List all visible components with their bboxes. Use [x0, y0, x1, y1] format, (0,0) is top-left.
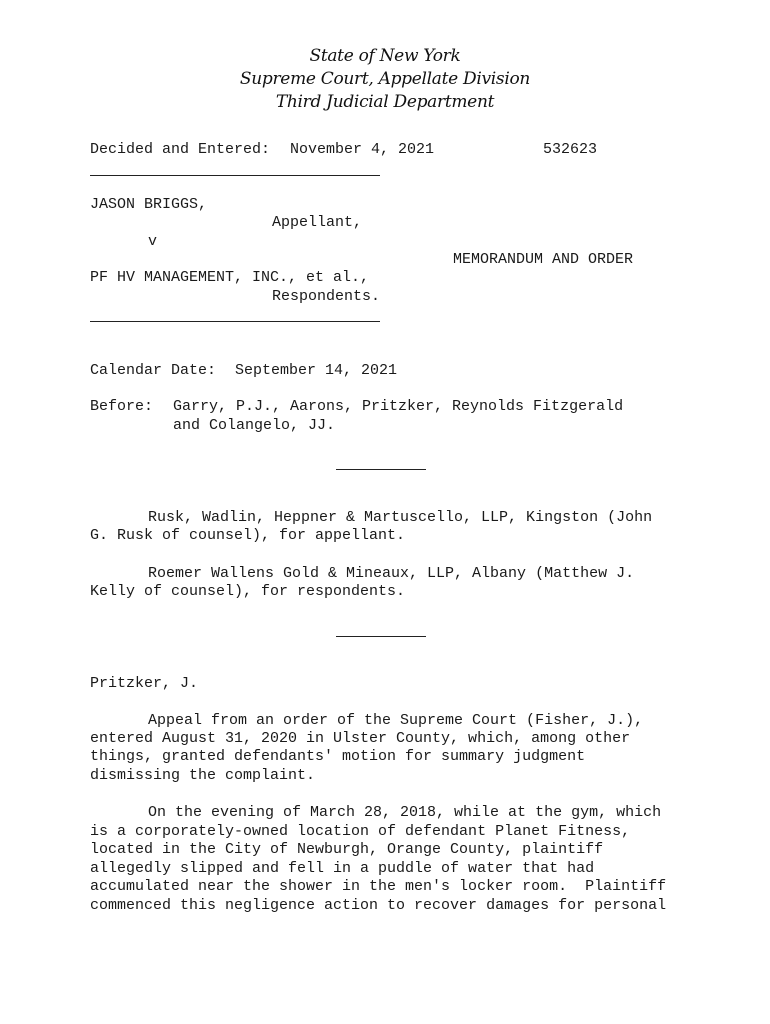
body-paragraph-1-line: Appeal from an order of the Supreme Court (Fisher, J.),	[148, 712, 644, 729]
body-paragraph-2-line: commenced this negligence action to recover damages for personal	[90, 897, 667, 914]
body-paragraph-1-line: dismissing the complaint.	[90, 767, 316, 784]
appellant-counsel-line1: Rusk, Wadlin, Heppner & Martuscello, LLP, Kingston (John	[148, 509, 653, 526]
caption-top-rule	[90, 175, 380, 176]
before-judges-line2: and Colangelo, JJ.	[173, 417, 336, 434]
plaintiff-role: Appellant,	[272, 214, 363, 231]
body-paragraph-2-line: is a corporately-owned location of defendant Planet Fitness,	[90, 823, 631, 840]
decided-label: Decided and Entered:	[90, 141, 271, 158]
section-divider-2	[336, 636, 426, 637]
body-paragraph-2-line: accumulated near the shower in the men's locker room. Plaintiff	[90, 878, 667, 895]
body-paragraph-1-line: entered August 31, 2020 in Ulster County, which, among other	[90, 730, 631, 747]
body-paragraph-2-line: On the evening of March 28, 2018, while at the gym, which	[148, 804, 662, 821]
respondents-counsel-line1: Roemer Wallens Gold & Mineaux, LLP, Albany (Matthew J.	[148, 565, 635, 582]
before-judges-line1: Garry, P.J., Aarons, Pritzker, Reynolds Fitzgerald	[173, 398, 624, 415]
respondents-counsel-line2: Kelly of counsel), for respondents.	[90, 583, 406, 600]
appellant-counsel-line2: G. Rusk of counsel), for appellant.	[90, 527, 406, 544]
defendant-role: Respondents.	[272, 288, 381, 305]
section-divider-1	[336, 469, 426, 470]
opinion-author: Pritzker, J.	[90, 675, 199, 692]
court-name: Supreme Court, Appellate Division	[239, 69, 531, 89]
order-type: MEMORANDUM AND ORDER	[453, 251, 634, 268]
body-paragraph-1-line: things, granted defendants' motion for summary judgment	[90, 748, 586, 765]
calendar-date: September 14, 2021	[235, 362, 398, 379]
before-label: Before:	[90, 398, 154, 415]
versus: v	[148, 233, 158, 250]
docket-number: 532623	[543, 141, 598, 158]
body-paragraph-2-line: located in the City of Newburgh, Orange County, plaintiff	[90, 841, 604, 858]
calendar-label: Calendar Date:	[90, 362, 217, 379]
caption-bottom-rule	[90, 321, 380, 322]
defendant-name: PF HV MANAGEMENT, INC., et al.,	[90, 269, 370, 286]
court-department: Third Judicial Department	[275, 92, 495, 112]
court-state: State of New York	[309, 46, 461, 66]
body-paragraph-2-line: allegedly slipped and fell in a puddle of water that had	[90, 860, 595, 877]
plaintiff-name: JASON BRIGGS,	[90, 196, 208, 213]
decided-date: November 4, 2021	[290, 141, 435, 158]
